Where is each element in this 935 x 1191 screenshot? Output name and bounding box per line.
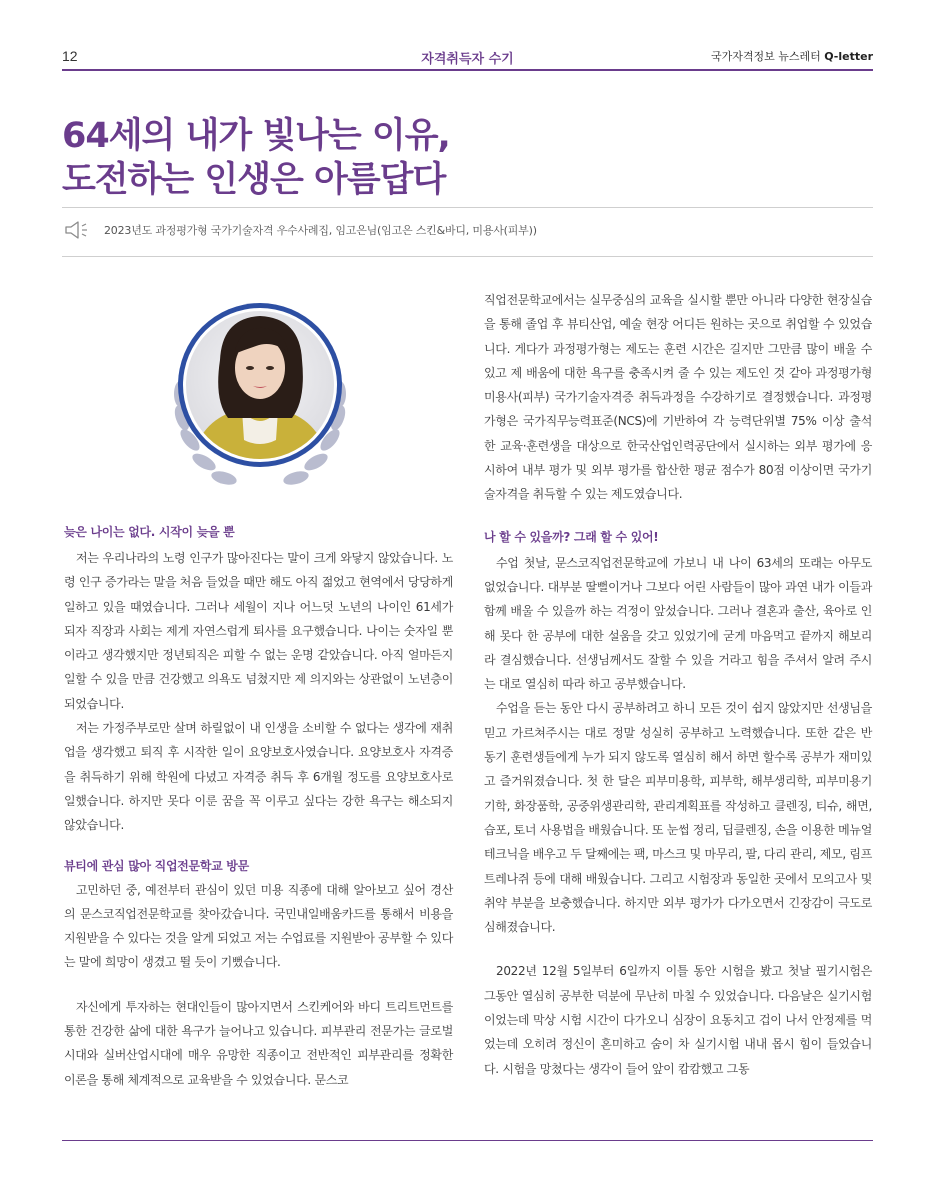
article-title [62, 114, 762, 202]
page-header [62, 48, 873, 68]
paragraph: 자신에게 투자하는 현대인들이 많아지면서 스킨케어와 바디 트리트먼트를 통한 건강한 삶에 대한 욕구가 늘어나고 있습니다. 피부관리 전문가는 글로벌 시대와 실버산업시대에 매우 유망한 직종이고 전반적인 피부관리를 정확한 이론을 통해 체계적으로 교육받을 수 있었습니다. 문스코 [64, 999, 453, 1087]
newsletter-name [711, 48, 873, 64]
speaker-icon [64, 221, 94, 239]
header-rule [62, 69, 873, 71]
paragraph: 저는 우리나라의 노령 인구가 많아진다는 말이 크게 와닿지 않았습니다. 노령 인구 증가라는 말을 처음 들었을 때만 해도 아직 젊었고 현역에서 당당하게 일하고 있을 때였습니다. 그러나 세월이 지나 어느덧 노년의 나이인 61세가 되자 직장과 사회는 제게 자연스럽게 퇴사를 요구했습니다. 나이는 숫자일 뿐이라고 생각했지만 정년퇴직은 피할 수 없는 운명 같았습니다. 아직 얼마든지 일할 수 있을 만큼 건강했고 의욕도 넘쳤지만 제 의지와는 상관없이 노년층이 되었습니다. [64, 551, 453, 711]
subhead-beauty-school: 뷰티에 관심 많아 직업전문학교 방문 [64, 858, 249, 873]
paragraph: 수업을 듣는 동안 다시 공부하려고 하니 모든 것이 쉽지 않았지만 선생님을 믿고 가르쳐주시는 대로 정말 성실히 공부하고 노력했습니다. 또한 같은 반 동기 훈련생들에게 누가 되지 않도록 열심히 해서 하면 할수록 공부가 재미있고 즐거워졌습니다. 첫 한 달은 피부미용학, 피부학, 해부생리학, 피부미용기기학, 화장품학, 공중위생관리학, 관리계획표를 작성하고 클렌징, 티슈, 해면, 습포, 토너 사용법을 배웠습니다. 또 눈썹 정리, 딥클렌징, 손을 이용한 메뉴얼 테크닉을 배우고 두 달째에는 팩, 마스크 및 마무리, 팔, 다리 관리, 제모, 림프트레나쥐 등에 대해 배웠습니다. 그리고 시험장과 동일한 곳에서 모의고사 및 취약 부분을 보충했습니다. 하지만 외부 평가가 다가오면서 긴장감이 극도로 심해졌습니다. [484, 701, 872, 935]
paragraph: 직업전문학교에서는 실무중심의 교육을 실시할 뿐만 아니라 다양한 현장실습을 통해 졸업 후 뷰티산업, 예술 현장 어디든 원하는 곳으로 취업할 수 있었습니다. 게다가 과정평가형는 제도는 훈련 시간은 길지만 그만큼 많이 배울 수 있고 제 배움에 대한 욕구를 충족시켜 줄 수 있는 제도인 것 같아 과정평가형 미용사(피부) 국가기술자격증 취득과정을 수강하기로 결정했습니다. 과정평가형은 국가직무능력표준(NCS)에 기반하여 각 능력단위별 75% 이상 출석한 교육·훈련생을 대상으로 한국산업인력공단에서 실시하는 외부 평가에 응시하여 내부 평가 및 외부 평가를 합산한 평균 점수가 80점 이상이면 국가기술자격을 취득할 수 있는 제도였습니다. [484, 293, 872, 502]
paragraph: 2022년 12월 5일부터 6일까지 이틀 동안 시험을 봤고 첫날 필기시험은 그동안 열심히 공부한 덕분에 무난히 마칠 수 있었습니다. 다음날은 실기시험이었는데 막상 시험 시간이 다가오니 심장이 요동치고 겁이 나서 안정제를 먹었는데 오히려 정신이 혼미하고 숨이 차 실기시험 내내 몹시 힘이 들었습니다. 시험을 망쳤다는 생각이 들어 앞이 캄캄했고 그동 [484, 964, 872, 1076]
right-column [484, 288, 872, 1081]
section-tag: 자격취득자 수기 [421, 52, 514, 67]
left-column [64, 522, 453, 1092]
page-number: 12 [62, 48, 78, 64]
newsletter-prefix: 국가자격정보 뉴스레터 [710, 50, 825, 63]
subhead-late-start: 늦은 나이는 없다. 시작이 늦을 뿐 [64, 525, 235, 539]
byline-rule-bottom [62, 256, 873, 257]
byline-rule-top [62, 207, 873, 208]
subhead-i-can-do-it: 나 할 수 있을까? 그래 할 수 있어! [484, 529, 659, 544]
footer-rule [62, 1140, 873, 1141]
author-portrait [160, 290, 360, 500]
laurel-wreath-icon [160, 290, 360, 500]
paragraph: 고민하던 중, 예전부터 관심이 있던 미용 직종에 대해 알아보고 싶어 경산의 문스코직업전문학교를 찾아갔습니다. 국민내일배움카드를 통해서 비용을 지원받을 수 있다는 것을 알게 되었고 저는 수업료를 지원받아 공부할 수 있다는 말에 희망이 생겼고 뛸 듯이 기뻤습니다. [64, 882, 453, 970]
title-line-2: 도전하는 인생은 아름답다 [62, 160, 446, 200]
newsletter-brand: Q-letter [824, 50, 873, 63]
article-byline: 2023년도 과정평가형 국가기술자격 우수사례집, 임고은님(임고은 스킨&바디, 미용사(피부)) [104, 224, 537, 237]
paragraph: 수업 첫날, 문스코직업전문학교에 가보니 내 나이 63세의 또래는 아무도 없었습니다. 대부분 딸뻘이거나 그보다 어린 사람들이 많아 과연 내가 이들과 함께 배울 수 있을까 하는 걱정이 앞섰습니다. 그러나 결혼과 출산, 육아로 인해 못다 한 공부에 대한 설움을 갖고 있었기에 굳게 마음먹고 끝까지 해보리라 결심했습니다. 선생님께서도 잘할 수 있을 거라고 힘을 주셔서 알려 주시는 대로 열심히 따라 하고 공부했습니다. [484, 555, 872, 692]
title-line-1: 64세의 내가 빛나는 이유, [62, 116, 450, 156]
paragraph: 저는 가정주부로만 살며 하릴없이 내 인생을 소비할 수 없다는 생각에 재취업을 생각했고 퇴직 후 시작한 일이 요양보호사였습니다. 요양보호사 자격증을 취득하기 위해 학원에 다녔고 자격증 취득 후 6개월 정도를 요양보호사로 일했습니다. 하지만 못다 이룬 꿈을 꼭 이루고 싶다는 강한 욕구는 해소되지 않았습니다. [64, 721, 453, 833]
